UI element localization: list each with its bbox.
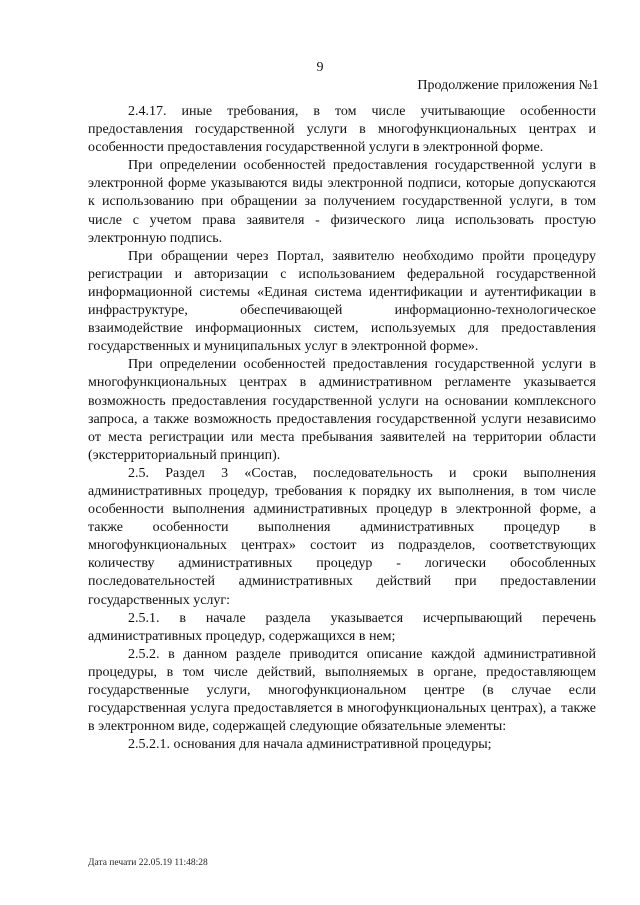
page-number: 9 <box>316 60 324 75</box>
paragraph-mfc-features: При определении особенностей предоставления государственной услуги в многофункциональных центрах в административном регламенте указывается возможность предоставления государственной услуги на основании комплексного запроса, а также возможность предоставления государственной услуги независимо от места регистрации или места пребывания заявителей на территории области (экстерриториальный принцип). <box>88 357 596 463</box>
document-body <box>88 103 596 754</box>
paragraph-2-5-1: 2.5.1. в начале раздела указывается исчерпывающий перечень административных процедур, содержащихся в нем; <box>88 610 596 644</box>
paragraph-2-5: 2.5. Раздел 3 «Состав, последовательность и сроки выполнения административных процедур, требования к порядку их выполнения, в том числе особенности выполнения административных процедур в электронной форме, а также особенности выполнения административных процедур в многофункциональных центрах» состоит из подразделов, соответствующих количеству административных процедур - логически обособленных последовательностей административных действий при предоставлении государственных услуг: <box>88 465 596 608</box>
paragraph-2-5-2-1: 2.5.2.1. основания для начала административной процедуры; <box>128 737 492 753</box>
paragraph-2-5-2: 2.5.2. в данном разделе приводится описание каждой административной процедуры, в том числе действий, выполняемых в органе, предоставляющем государственные услуги, многофункциональном центре (в случае если государственная услуга предоставляется в многофункциональных центрах), а также в электронном виде, содержащей следующие обязательные элементы: <box>88 646 596 735</box>
paragraph-portal-registration: При обращении через Портал, заявителю необходимо пройти процедуру регистрации и авторизации с использованием федеральной государственной информационной системы «Единая система идентификации и аутентификации в инфраструктуре, обеспечивающей информационно-технологическое взаимодействие информационных систем, используемых для предоставления государственных и муниципальных услуг в электронной форме». <box>88 248 596 355</box>
paragraph-electronic-signature: При определении особенностей предоставления государственной услуги в электронной форме указываются виды электронной подписи, которые допускаются к использованию при обращении за получением государственной услуги, в том числе с учетом права заявителя - физического лица использовать простую электронную подпись. <box>88 158 596 246</box>
appendix-continuation-note: Продолжение приложения №1 <box>417 78 599 93</box>
paragraph-2-4-17: 2.4.17. иные требования, в том числе учитывающие особенности предоставления государственной услуги в многофункциональных центрах и особенности предоставления государственной услуги в электронной форме. <box>88 104 596 156</box>
print-date-footer: Дата печати 22.05.19 11:48:28 <box>88 858 208 868</box>
